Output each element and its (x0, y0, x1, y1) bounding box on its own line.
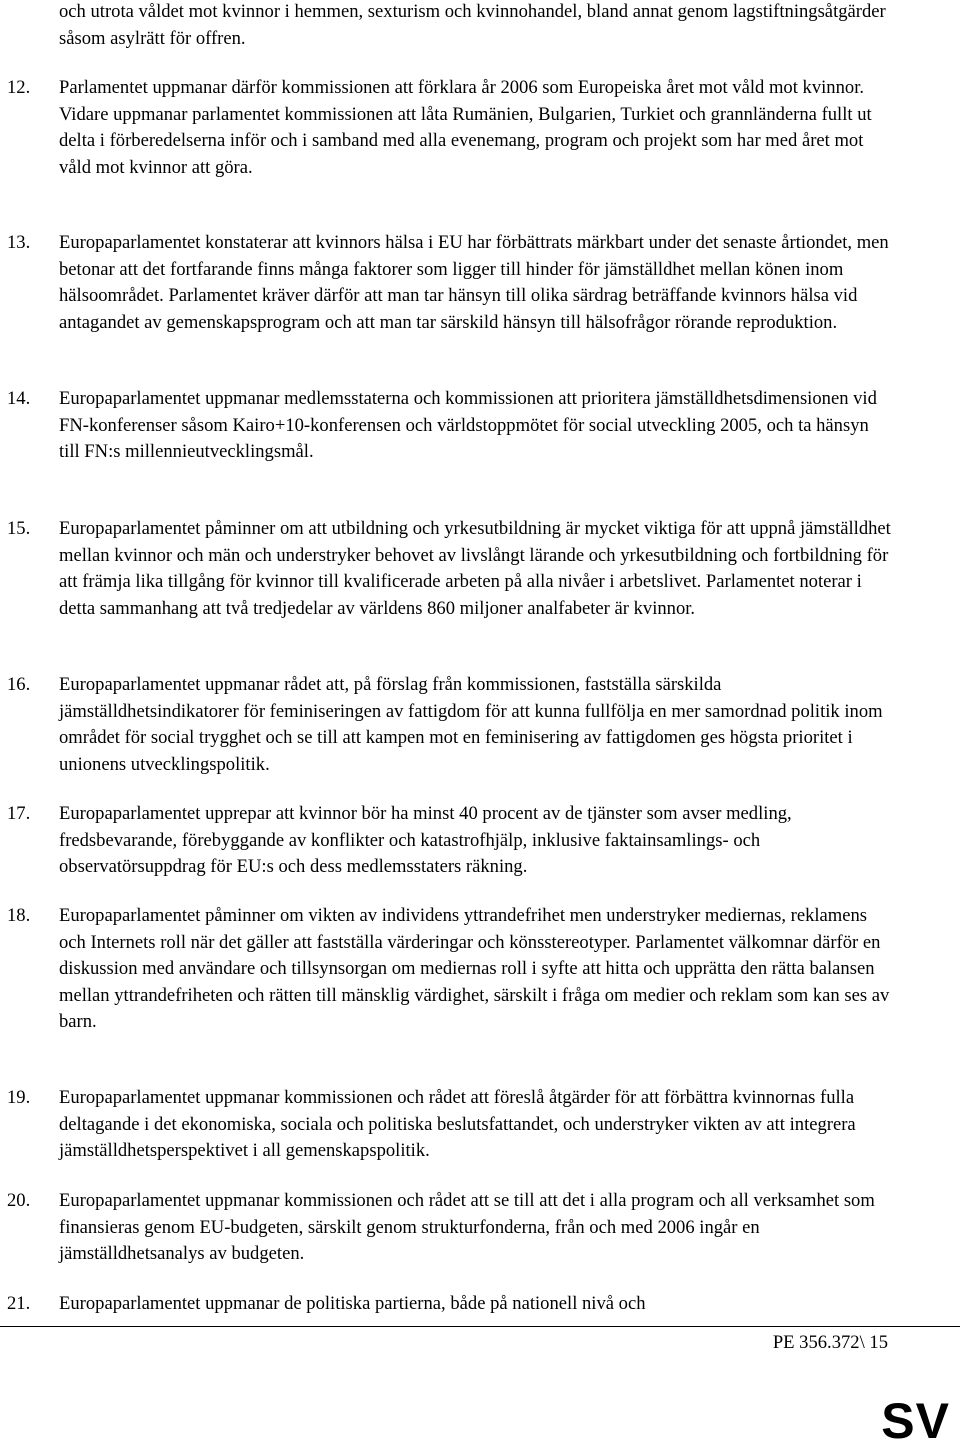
paragraph-item: Europaparlamentet påminner om att utbildning och yrkesutbildning är mycket viktiga för att uppnå jämställdhet mellan kvinnor och män och understryker behovet av livslångt lärande och yrkesutbildning och fortbildning för att främja lika tillgång för kvinnor till kvalificerade arbeten på alla nivåer i arbetslivet. Parlamentet noterar i detta sammanhang att två tredjedelar av världens 860 miljoner analfabeter är kvinnor. (59, 518, 891, 619)
item-number: 16. (7, 674, 31, 695)
footer-divider (0, 1326, 960, 1327)
intro-fragment: och utrota våldet mot kvinnor i hemmen, sexturism och kvinnohandel, bland annat genom lagstiftningsåtgärder såsom asylrätt för offren. (59, 1, 886, 49)
paragraph-item: Europaparlamentet uppmanar rådet att, på förslag från kommissionen, fastställa särskilda jämställdhetsindikatorer för feminiseringen av fattigdom för att kunna fullfölja en mer samordnad politik inom området för social trygghet och se till att kampen mot en feminisering av fattigdomen ges högsta prioritet i unionens utvecklingspolitik. (59, 674, 883, 775)
paragraph-item: Europaparlamentet uppmanar kommissionen och rådet att se till att det i alla program och all verksamhet som finansieras genom EU-budgeten, särskilt genom strukturfonderna, från och med 2006 ingår en jämställdhetsanalys av budgeten. (59, 1190, 875, 1265)
item-number: 15. (7, 518, 31, 539)
item-number: 12. (7, 77, 31, 98)
paragraph-item: Parlamentet uppmanar därför kommissionen att förklara år 2006 som Europeiska året mot våld mot kvinnor. Vidare uppmanar parlamentet kommissionen att låta Rumänien, Bulgarien, Turkiet och grannländerna fullt ut delta i förberedelserna inför och i samband med alla evenemang, program och projekt som har med året mot våld mot kvinnor att göra. (59, 77, 872, 178)
item-number: 13. (7, 232, 31, 253)
paragraph-item: Europaparlamentet konstaterar att kvinnors hälsa i EU har förbättrats märkbart under det senaste årtiondet, men betonar att det fortfarande finns många faktorer som ligger till hinder för jämställdhet mellan könen inom hälsoområdet. Parlamentet kräver därför att man tar hänsyn till olika särdrag beträffande kvinnors hälsa vid antagandet av gemenskapsprogram och att man tar särskild hänsyn till hälsofrågor rörande reproduktion. (59, 232, 889, 333)
item-number: 14. (7, 388, 31, 409)
page-reference: PE 356.372\ 15 (772, 1332, 888, 1353)
paragraph-item: Europaparlamentet uppmanar de politiska partierna, både på nationell nivå och (59, 1293, 646, 1314)
paragraph-item: Europaparlamentet uppmanar kommissionen och rådet att föreslå åtgärder för att förbättra kvinnornas fulla deltagande i det ekonomiska, sociala och politiska beslutsfattandet, och understryker vikten av att integrera jämställdhetsperspektivet i all gemenskapspolitik. (59, 1087, 856, 1162)
item-number: 20. (7, 1190, 31, 1211)
paragraph-item: Europaparlamentet upprepar att kvinnor bör ha minst 40 procent av de tjänster som avser medling, fredsbevarande, förebyggande av konflikter och katastrofhjälp, inklusive faktainsamlings- och observatörsuppdrag för EU:s och dess medlemsstaters räkning. (59, 803, 792, 878)
language-code: SV (881, 1393, 950, 1449)
item-number: 18. (7, 905, 31, 926)
item-number: 21. (7, 1293, 31, 1314)
paragraph-item: Europaparlamentet påminner om vikten av individens yttrandefrihet men understryker mediernas, reklamens och Internets roll när det gäller att fastställa värderingar och könsstereotyper. Parlamentet välkomnar därför en diskussion med användare och tillsynsorgan om mediernas roll i syfte att hitta och upprätta den rätta balansen mellan yttrandefriheten och rätten till mänsklig värdighet, särskilt i fråga om medier och reklam som kan ses av barn. (59, 905, 890, 1033)
item-number: 19. (7, 1087, 31, 1108)
paragraph-item: Europaparlamentet uppmanar medlemsstaterna och kommissionen att prioritera jämställdhetsdimensionen vid FN-konferenser såsom Kairo+10-konferensen och världstoppmötet för social utveckling 2005, och ta hänsyn till FN:s millennieutvecklingsmål. (59, 388, 877, 463)
item-number: 17. (7, 803, 31, 824)
